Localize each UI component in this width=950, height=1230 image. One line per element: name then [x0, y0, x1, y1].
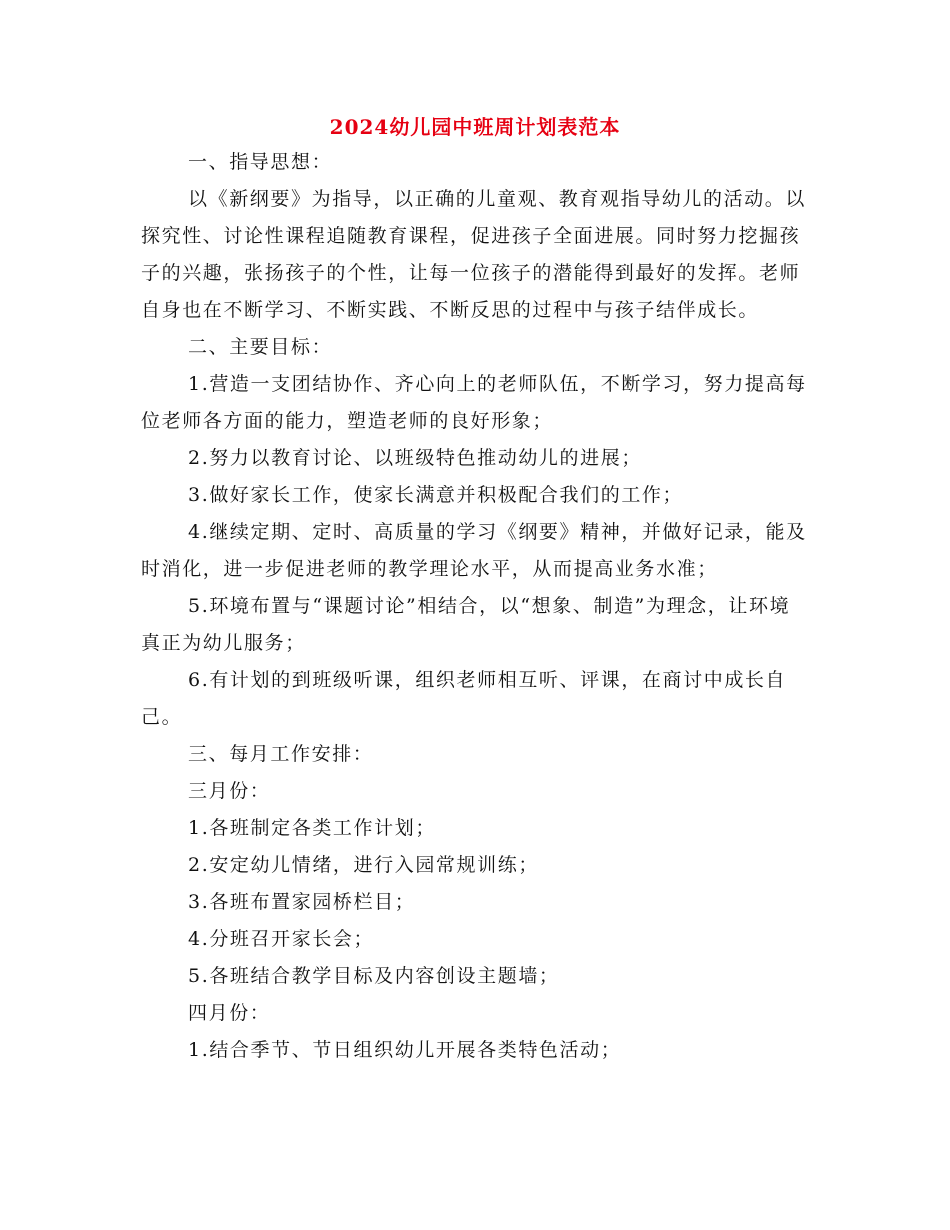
document-title: 2024幼儿园中班周计划表范本 [329, 115, 621, 139]
march-item-3: 3.各班布置家园桥栏目； [188, 891, 416, 913]
month-heading-march: 三月份： [188, 780, 271, 802]
march-item-1: 1.各班制定各类工作计划； [188, 817, 436, 839]
goal-item-6: 6.有计划的到班级听课，组织老师相互听、评课，在商讨中成长自己。 [141, 669, 787, 728]
march-item-5: 5.各班结合教学目标及内容创设主题墙； [188, 965, 560, 987]
march-item-2: 2.安定幼儿情绪，进行入园常规训练； [188, 854, 539, 876]
march-item-4: 4.分班召开家长会； [188, 928, 375, 950]
month-heading-april: 四月份： [188, 1002, 271, 1024]
goal-item-3: 3.做好家长工作，使家长满意并积极配合我们的工作； [188, 484, 684, 506]
heading-guiding-ideology: 一、指导思想： [188, 151, 333, 173]
goal-item-2: 2.努力以教育讨论、以班级特色推动幼儿的进展； [188, 447, 642, 469]
goal-item-4: 4.继续定期、定时、高质量的学习《纲要》精神，并做好记录，能及时消化，进一步促进老师的教学理论水平，从而提高业务水准； [141, 521, 807, 580]
paragraph-guiding-ideology: 以《新纲要》为指导，以正确的儿童观、教育观指导幼儿的活动。以探究性、讨论性课程追随教育课程，促进孩子全面进展。同时努力挖掘孩子的兴趣，张扬孩子的个性，让每一位孩子的潜能得到最好的发挥。老师自身也在不断学习、不断实践、不断反思的过程中与孩子结伴成长。 [141, 188, 807, 321]
goal-item-1: 1.营造一支团结协作、齐心向上的老师队伍，不断学习，努力提高每位老师各方面的能力，塑造老师的良好形象； [141, 373, 807, 432]
heading-main-goals: 二、主要目标： [188, 336, 333, 358]
goal-item-5: 5.环境布置与“课题讨论”相结合，以“想象、制造”为理念，让环境真正为幼儿服务； [141, 595, 791, 654]
april-item-1: 1.结合季节、节日组织幼儿开展各类特色活动； [188, 1039, 622, 1061]
document-body [141, 144, 807, 1069]
heading-monthly-plan: 三、每月工作安排： [188, 743, 374, 765]
